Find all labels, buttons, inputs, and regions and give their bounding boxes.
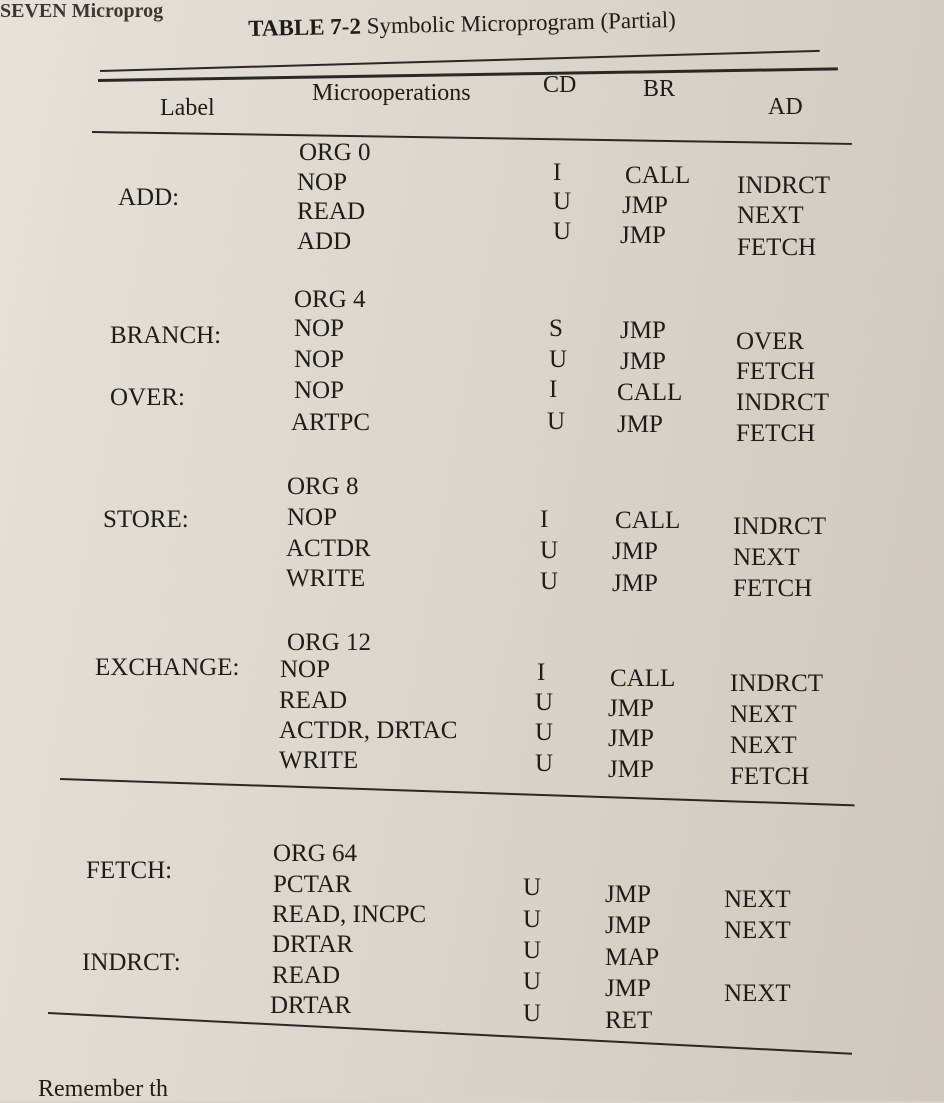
row-br: JMP: [622, 192, 668, 219]
row-br: JMP: [605, 912, 651, 939]
row-cd: I: [553, 159, 562, 186]
row-label: OVER:: [110, 384, 185, 411]
row-microoperation: NOP: [280, 656, 331, 683]
row-ad: INDRCT: [730, 670, 824, 697]
row-ad: NEXT: [737, 202, 804, 229]
row-cd: U: [535, 689, 554, 716]
row-cd: I: [540, 506, 549, 533]
row-ad: INDRCT: [737, 172, 831, 199]
row-label: INDRCT:: [82, 949, 181, 976]
running-header: SEVEN Microprog: [0, 0, 164, 22]
row-br: JMP: [612, 538, 658, 565]
row-label: FETCH:: [86, 857, 173, 884]
row-br: JMP: [605, 975, 651, 1002]
row-ad: INDRCT: [736, 389, 830, 416]
row-ad: FETCH: [736, 420, 816, 447]
row-br: JMP: [608, 756, 654, 783]
row-cd: U: [547, 408, 566, 435]
row-br: JMP: [612, 570, 658, 597]
row-microoperation: DRTAR: [272, 931, 354, 958]
row-br: JMP: [620, 317, 666, 344]
row-br: JMP: [620, 222, 666, 249]
row-ad: NEXT: [724, 886, 791, 913]
header-label: Label: [160, 95, 215, 121]
row-br: JMP: [620, 348, 666, 375]
header-microoperations: Microoperations: [312, 80, 471, 106]
row-microoperation: READ: [279, 687, 348, 714]
row-microoperation: NOP: [294, 346, 345, 373]
header-cd: CD: [543, 72, 577, 98]
table-caption: Symbolic Microprogram (Partial): [366, 7, 677, 39]
header-br: BR: [643, 76, 676, 102]
row-microoperation: NOP: [297, 169, 348, 196]
row-microoperation: ORG 4: [294, 286, 366, 313]
row-ad: NEXT: [724, 980, 791, 1007]
row-cd: U: [549, 346, 568, 373]
row-microoperation: ACTDR, DRTAC: [279, 717, 458, 744]
row-microoperation: WRITE: [279, 747, 359, 774]
row-ad: NEXT: [733, 544, 800, 571]
row-label: STORE:: [103, 506, 189, 533]
row-cd: I: [537, 659, 546, 686]
row-ad: FETCH: [733, 575, 813, 602]
row-microoperation: ARTPC: [291, 409, 371, 436]
row-label: BRANCH:: [110, 322, 222, 349]
row-microoperation: PCTAR: [273, 871, 352, 898]
row-label: ADD:: [118, 184, 180, 211]
row-cd: U: [523, 906, 542, 933]
row-microoperation: NOP: [294, 315, 345, 342]
row-microoperation: READ, INCPC: [272, 901, 427, 928]
row-cd: U: [540, 568, 559, 595]
row-br: JMP: [608, 695, 654, 722]
row-ad: NEXT: [730, 701, 797, 728]
footer-text: Remember th: [38, 1076, 168, 1102]
row-br: RET: [605, 1007, 653, 1034]
row-cd: U: [540, 537, 559, 564]
row-microoperation: NOP: [294, 377, 345, 404]
row-label: EXCHANGE:: [95, 654, 240, 681]
row-br: CALL: [610, 665, 676, 692]
row-br: MAP: [605, 944, 660, 971]
row-ad: NEXT: [724, 917, 791, 944]
row-br: JMP: [608, 725, 654, 752]
row-microoperation: ACTDR: [286, 535, 371, 562]
row-br: CALL: [625, 162, 691, 189]
table-number: TABLE 7-2: [248, 13, 362, 41]
row-br: CALL: [617, 379, 683, 406]
row-microoperation: ORG 0: [299, 139, 371, 166]
row-microoperation: READ: [297, 198, 366, 225]
row-microoperation: WRITE: [286, 565, 366, 592]
row-microoperation: ORG 64: [273, 840, 358, 867]
row-cd: U: [523, 968, 542, 995]
row-cd: U: [523, 874, 542, 901]
row-cd: U: [553, 218, 572, 245]
row-br: CALL: [615, 507, 681, 534]
row-ad: FETCH: [737, 234, 817, 261]
row-microoperation: NOP: [287, 504, 338, 531]
row-cd: U: [553, 188, 572, 215]
row-cd: U: [523, 1000, 542, 1027]
row-ad: OVER: [736, 328, 805, 355]
row-br: JMP: [617, 411, 663, 438]
row-microoperation: DRTAR: [270, 992, 352, 1019]
header-ad: AD: [768, 94, 803, 120]
row-microoperation: ADD: [297, 228, 352, 255]
row-microoperation: READ: [272, 962, 341, 989]
row-ad: INDRCT: [733, 513, 827, 540]
row-ad: NEXT: [730, 732, 797, 759]
row-cd: U: [523, 937, 542, 964]
row-cd: U: [535, 719, 554, 746]
row-ad: FETCH: [736, 358, 816, 385]
row-cd: I: [549, 376, 558, 403]
row-microoperation: ORG 12: [287, 629, 372, 656]
row-cd: U: [535, 750, 554, 777]
row-ad: FETCH: [730, 763, 810, 790]
row-br: JMP: [605, 881, 651, 908]
row-cd: S: [549, 315, 563, 342]
row-microoperation: ORG 8: [287, 473, 359, 500]
